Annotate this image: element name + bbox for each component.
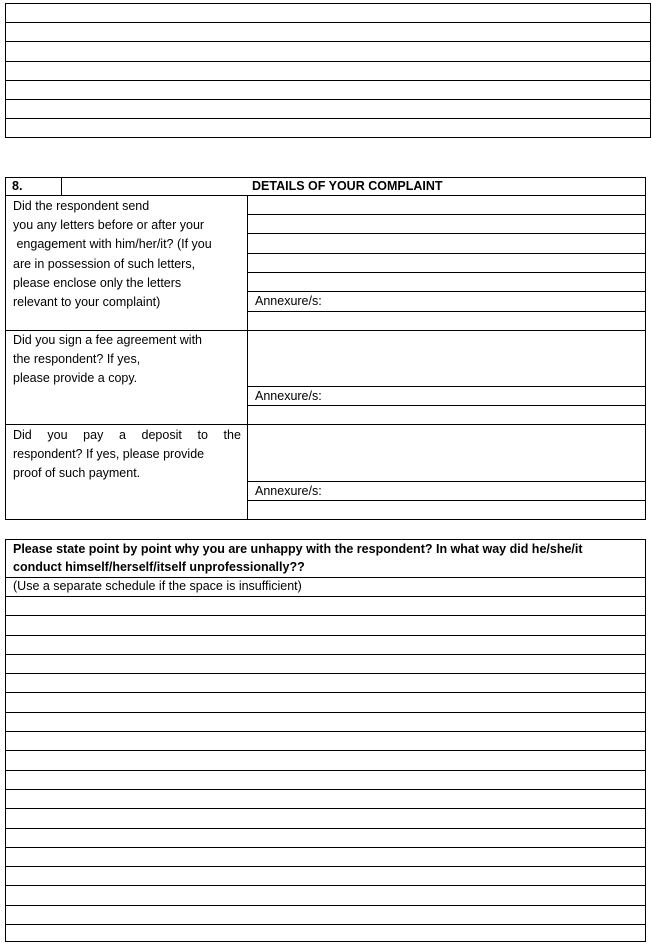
unhappy-note: (Use a separate schedule if the space is insufficient) <box>13 579 302 593</box>
deposit-question-line: respondent? If yes, please provide <box>13 447 205 461</box>
letters-annexure-label: Annexure/s: <box>255 294 322 308</box>
letters-question-line: relevant to your complaint) <box>13 295 161 309</box>
section-number: 8. <box>12 179 23 193</box>
unhappy-heading: conduct himself/herself/itself unprofessionally?? <box>13 560 305 574</box>
statement-answer-line[interactable] <box>5 750 646 751</box>
section-title: DETAILS OF YOUR COMPLAINT <box>252 179 443 193</box>
letters-answer-line[interactable] <box>247 272 646 273</box>
column-divider <box>247 195 248 520</box>
letters-question-line: you any letters before or after your <box>13 218 205 232</box>
statement-answer-line[interactable] <box>5 712 646 713</box>
top-line-6[interactable] <box>5 118 651 119</box>
statement-answer-line[interactable] <box>5 885 646 886</box>
deposit-word: a <box>118 428 126 442</box>
statement-answer-line[interactable] <box>5 789 646 790</box>
letters-answer-line[interactable] <box>247 233 646 234</box>
statement-answer-line[interactable] <box>5 808 646 809</box>
top-line-3[interactable] <box>5 61 651 62</box>
top-line-1[interactable] <box>5 22 651 23</box>
unhappy-heading: Please state point by point why you are unhappy with the respondent? In what way did he/she/it <box>13 542 583 556</box>
statement-answer-line[interactable] <box>5 828 646 829</box>
top-line-4[interactable] <box>5 80 651 81</box>
statement-answer-line[interactable] <box>5 731 646 732</box>
deposit-word: pay <box>83 428 104 442</box>
statement-answer-line[interactable] <box>5 596 646 597</box>
letters-question-line: please enclose only the letters <box>13 276 182 290</box>
fee-question-line: please provide a copy. <box>13 371 138 385</box>
fee-question-line: the respondent? If yes, <box>13 352 141 366</box>
deposit-word: the <box>223 428 241 442</box>
statement-answer-line[interactable] <box>5 770 646 771</box>
unhappy-statement-table <box>5 539 646 942</box>
statement-answer-line[interactable] <box>5 654 646 655</box>
deposit-word: you <box>47 428 68 442</box>
letters-question-line: engagement with him/her/it? (If you <box>13 237 212 251</box>
statement-answer-line[interactable] <box>5 866 646 867</box>
statement-answer-line[interactable] <box>5 635 646 636</box>
fee-question-line: Did you sign a fee agreement with <box>13 333 202 347</box>
statement-answer-line[interactable] <box>5 692 646 693</box>
statement-answer-line[interactable] <box>5 615 646 616</box>
deposit-word: deposit <box>141 428 182 442</box>
statement-answer-line[interactable] <box>5 847 646 848</box>
letters-answer-line[interactable] <box>247 253 646 254</box>
letters-answer-line[interactable] <box>247 214 646 215</box>
deposit-word: Did <box>13 428 32 442</box>
deposit-annexure-label: Annexure/s: <box>255 484 322 498</box>
fee-annexure-label: Annexure/s: <box>255 389 322 403</box>
deposit-word: to <box>197 428 208 442</box>
deposit-question-line <box>13 426 241 445</box>
statement-answer-line[interactable] <box>5 924 646 925</box>
letters-question-line: are in possession of such letters, <box>13 257 196 271</box>
deposit-question-line: proof of such payment. <box>13 466 141 480</box>
letters-answer-line[interactable] <box>247 311 646 312</box>
top-line-2[interactable] <box>5 41 651 42</box>
statement-answer-line[interactable] <box>5 673 646 674</box>
top-line-5[interactable] <box>5 99 651 100</box>
letters-question-line: Did the respondent send <box>13 199 150 213</box>
statement-answer-line[interactable] <box>5 905 646 906</box>
